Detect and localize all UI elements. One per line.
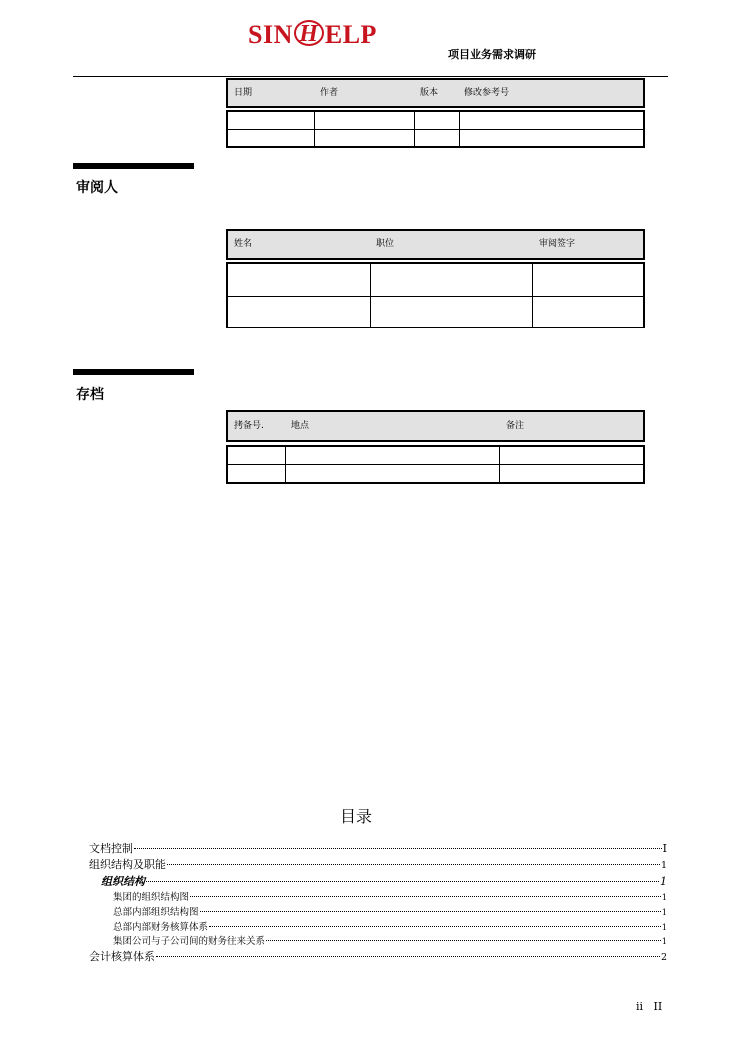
column-signature: 审阅签字 xyxy=(539,239,576,249)
toc-title: 目录 xyxy=(340,807,373,826)
toc-entry[interactable]: 集团的组织结构图 1 xyxy=(113,892,667,903)
toc-entry[interactable]: 会计核算体系 2 xyxy=(89,950,667,963)
document-title: 项目业务需求调研 xyxy=(448,48,536,61)
sinhelp-logo: SIN H ELP xyxy=(248,20,377,49)
toc-entry[interactable]: 集团公司与子公司间的财务往来关系 1 xyxy=(113,936,667,947)
column-date: 日期 xyxy=(234,88,253,98)
page-number: ii II xyxy=(636,1000,663,1013)
toc-entry[interactable]: 组织结构及职能 1 xyxy=(89,858,667,871)
column-version: 版本 xyxy=(420,88,439,98)
reviewers-heading: 审阅人 xyxy=(76,180,118,196)
column-location: 地点 xyxy=(291,421,310,431)
archive-table-header xyxy=(226,410,645,442)
archive-table-body xyxy=(226,445,645,484)
toc-entry[interactable]: 总部内部财务核算体系 1 xyxy=(113,922,667,933)
column-author: 作者 xyxy=(320,88,339,98)
version-table-header xyxy=(226,78,645,108)
column-copy-no: 拷备号. xyxy=(234,421,264,431)
toc-entry[interactable]: 文档控制 I xyxy=(89,842,667,855)
section-bar xyxy=(73,369,194,375)
section-bar xyxy=(73,163,194,169)
column-remark: 备注 xyxy=(506,421,525,431)
column-position: 职位 xyxy=(376,239,395,249)
toc-entry[interactable]: 组织结构 1 xyxy=(101,875,667,888)
reviewers-table-body xyxy=(226,262,645,328)
column-change-ref: 修改参考号 xyxy=(464,88,510,98)
toc-entry[interactable]: 总部内部组织结构图 1 xyxy=(113,907,667,918)
reviewers-table-header xyxy=(226,229,645,260)
header-divider xyxy=(73,76,668,77)
version-table-body xyxy=(226,110,645,148)
column-name: 姓名 xyxy=(234,239,253,249)
archive-heading: 存档 xyxy=(76,387,104,403)
